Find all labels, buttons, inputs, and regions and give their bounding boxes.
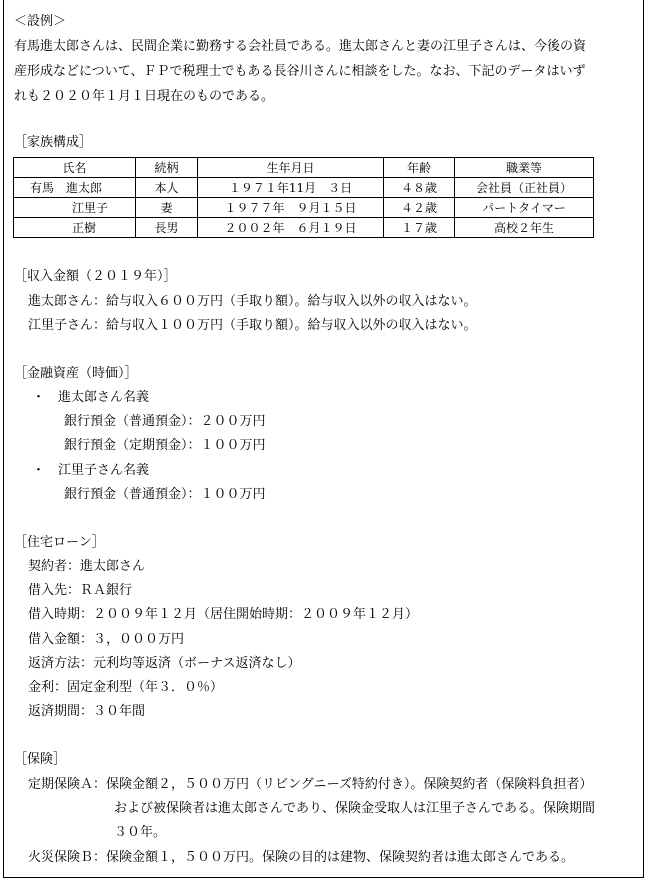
cell-relation: 本人 bbox=[136, 178, 198, 198]
header-name: 氏名 bbox=[14, 158, 136, 178]
cell-name: 江里子 bbox=[14, 198, 136, 218]
header-age: 年齢 bbox=[384, 158, 455, 178]
cell-dob: ２００２年 ６月１９日 bbox=[198, 218, 384, 238]
insurance-a-line-1: 定期保険Ａ：保険金額２，５００万円（リビングニーズ特約付き）。保険契約者（保険料負担者） bbox=[28, 777, 593, 792]
header-job: 職業等 bbox=[455, 158, 594, 178]
cell-age: ４８歳 bbox=[384, 178, 455, 198]
insurance-section-title: ［保険］ bbox=[14, 752, 67, 767]
family-section-title: ［家族構成］ bbox=[14, 135, 93, 150]
cell-job: パートタイマー bbox=[455, 198, 594, 218]
intro-line-3: れも２０２０年１月１日現在のものである。 bbox=[14, 89, 275, 104]
assets-item: 銀行預金（普通預金）：２００万円 bbox=[64, 414, 266, 429]
case-heading: ＜設例＞ bbox=[14, 14, 67, 29]
insurance-a-line-2: および被保険者は進太郎さんであり、保険金受取人は江里子さんである。保険期間 bbox=[114, 801, 596, 816]
loan-line: 借入先：ＲＡ銀行 bbox=[28, 583, 133, 598]
intro-line-1: 有馬進太郎さんは、民間企業に勤務する会社員である。進太郎さんと妻の江里子さんは、今後の資 bbox=[14, 39, 587, 54]
loan-line: 借入時期：２００９年１２月（居住開始時期：２００９年１２月） bbox=[28, 607, 419, 622]
loan-line: 返済期間：３０年間 bbox=[28, 704, 146, 719]
cell-age: ４２歳 bbox=[384, 198, 455, 218]
family-table bbox=[13, 157, 594, 238]
header-relation: 続柄 bbox=[136, 158, 198, 178]
cell-age: １７歳 bbox=[384, 218, 455, 238]
income-line-2: 江里子さん：給与収入１００万円（手取り額）。給与収入以外の収入はない。 bbox=[28, 318, 477, 333]
loan-line: 契約者：進太郎さん bbox=[28, 559, 146, 574]
assets-owner-2: ・ 江里子さん名義 bbox=[32, 463, 150, 478]
cell-dob: １９７１年11月 ３日 bbox=[198, 178, 384, 198]
cell-name: 正樹 bbox=[14, 218, 136, 238]
table-row bbox=[14, 218, 594, 238]
income-section-title: ［収入金額（２０１９年）］ bbox=[14, 269, 177, 284]
loan-line: 金利：固定金利型（年３．０％） bbox=[28, 680, 224, 695]
insurance-a-line-3: ３０年。 bbox=[114, 825, 167, 840]
cell-dob: １９７７年 ９月１５日 bbox=[198, 198, 384, 218]
cell-relation: 長男 bbox=[136, 218, 198, 238]
loan-line: 借入金額：３，０００万円 bbox=[28, 632, 185, 647]
cell-relation: 妻 bbox=[136, 198, 198, 218]
table-row bbox=[14, 178, 594, 198]
header-dob: 生年月日 bbox=[198, 158, 384, 178]
intro-line-2: 産形成などについて、ＦＰで税理士でもある長谷川さんに相談をした。なお、下記のデータはいず bbox=[14, 64, 586, 79]
assets-item: 銀行預金（普通預金）：１００万円 bbox=[64, 487, 266, 502]
table-row bbox=[14, 198, 594, 218]
income-line-1: 進太郎さん：給与収入６００万円（手取り額）。給与収入以外の収入はない。 bbox=[28, 294, 477, 309]
assets-item: 銀行預金（定期預金）：１００万円 bbox=[64, 438, 266, 453]
cell-job: 会社員（正社員） bbox=[455, 178, 594, 198]
cell-job: 高校２年生 bbox=[455, 218, 594, 238]
family-table-header bbox=[14, 158, 594, 178]
loan-section-title: ［住宅ローン］ bbox=[14, 535, 105, 550]
assets-owner-1: ・ 進太郎さん名義 bbox=[32, 390, 150, 405]
assets-section-title: ［金融資産（時価）］ bbox=[14, 366, 138, 381]
cell-name: 有馬 進太郎 bbox=[14, 178, 136, 198]
loan-line: 返済方法：元利均等返済（ボーナス返済なし） bbox=[28, 656, 301, 671]
insurance-b-line: 火災保険Ｂ：保険金額１，５００万円。保険の目的は建物、保険契約者は進太郎さんである。 bbox=[28, 850, 575, 865]
